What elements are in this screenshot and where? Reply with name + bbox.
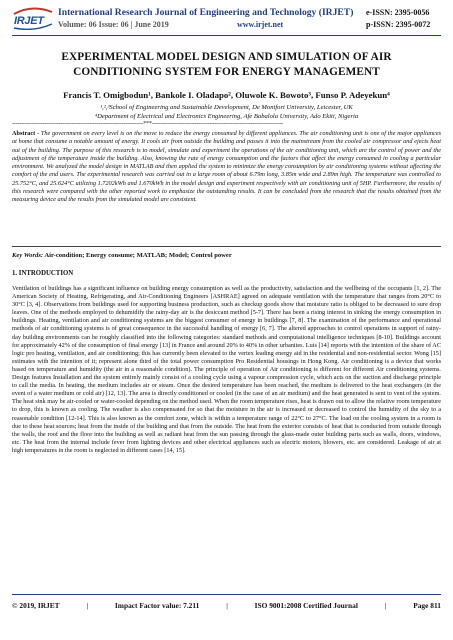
journal-header xyxy=(0,0,453,37)
keywords-label: Key Words: xyxy=(12,252,44,259)
paper-title: EXPERIMENTAL MODEL DESIGN AND SIMULATION OF AIR CONDITIONING SYSTEM FOR ENERGY MANAGEMENT xyxy=(61,51,392,78)
page-footer xyxy=(12,601,441,610)
abstract-text: The government on every level is on the move to reduce the energy consumed by different appliances. The air conditioning unit is one of the major appliances at home that consume a notable amount of energy. It cools air from outside the building and passes it into the mainstream from the cooled air compressor and ejects heat out of the building. The purpose of this research is to model, simulate and experiment the operations of the air conditioning unit, which are the control of power and the adjustment of the temperature inside the building. Also, knowing the rate of energy consumption and the factors that affect the energy consumed in cooling a particular environment. We analyzed the model design in MATLAB and then applied the system to minimize the energy consumption by air conditioning systems without affecting the comfort of the end users. The experimental research was carried out in a large room of about 6.79m long, 3.85m wide and 2.89m high. The temperature was controlled to 25.752°C, and 25.624°C utilizing 1.7202kWh and 1.670kWh in the model design and experiment respectively with air conditioning unit of 5HP. Furthermore, the results of this research were compared with the other reported work to emphasize the outstanding results. It can be concluded from the research that the results obtained from the measuring device and the results from the simulated model are consistent. xyxy=(12,130,441,204)
footer-divider: | xyxy=(226,601,228,610)
section-heading-introduction: 1. INTRODUCTION xyxy=(12,270,74,277)
footer-divider: | xyxy=(86,601,89,610)
p-issn: p-ISSN: 2395-0072 xyxy=(366,20,431,29)
affiliation-2: ⁴Department of Electrical and Electronics Engineering, Afe Babalola University, Ado Ekiti, Nigeria xyxy=(94,113,359,120)
author-list: Francis T. Omigbodun¹, Bankole I. Oladapo², Oluwole K. Bowoto³, Funso P. Adeyekun⁴ xyxy=(63,90,390,100)
logo-text: IRJET xyxy=(14,15,44,27)
header-rule xyxy=(12,35,441,36)
abstract-rule xyxy=(12,246,441,247)
e-issn: e-ISSN: 2395-0056 xyxy=(366,8,430,17)
volume-issue: Volume: 06 Issue: 06 | June 2019 xyxy=(58,20,169,29)
journal-website-link[interactable]: www.irjet.net xyxy=(237,20,284,29)
footer-impact-factor: Impact Factor value: 7.211 xyxy=(114,601,200,610)
irjet-logo xyxy=(12,6,54,30)
introduction-text: Ventilation of buildings has a significant influence on building energy consumption as well as the productivity, satisfaction and the wellbeing of the occupants [1, 2]. The American Society of Heating, Refrigerating, and Air-Conditioning Engineers [ASHRAE] agreed on adequate ventilation with the temperature that ranges from 20°C to 30°C [3, 4]. Observations from buildings used for supporting business production, such as checkup goods show that moisture ratio is obliged to be decreased to sure drop leaves. One of the methods employed to dehumidify the rainy-day air is the desiccant method [5-7]. There has been a rising interest in sinking the energy consumption in buildings. Heating, ventilation and air conditioning systems are the biggest consumer of energy in buildings [7, 8]. The examination of the performance and operational methods of air conditioning systems is of great consequence in the successful handling of energy [6, 7]. The altered approaches to control operations in support of rainy-day building environments can be roughly classified into the following categories: standard methods and computational intelligence techniques [8-10]. Buildings account for approximately 42% of the consumption of final energy [13] in France and around 20% to 40% in other urbanites. Luis [14] reports with the intention of the share of AC logic pro heating, ventilation, and air conditioning; this has currently been elevated to the vertex leading energy aid in the residential and non-residential sector. Wong [15] estimates with the intention of it; represent alone third of the total power consumption Pro Residential housings in Hong Kong. Air conditioning is a device that works based on temperature and humidity (the air in a reasonable condition). The principle of operation of Air conditioning is different for different Air conditioning systems. Design features Installation and the system entirely mainly consist of a cooling cycle using a vapour compression cycle, which acts on the suction and discharge principle to call the media. In heating, the medium includes air or steam. Once the desired temperature has been reached, the medium is delivered to the heat exchangers (in the event of a water medium or cold air) [12, 13]. The area is directly conditioned or cooled (in the case of an air medium) and the heat generated is sent to vent of the system. The heat sink may be air-cooled or water-cooled depending on the method used. When the room temperature rises, heat is drawn out to allow the relative room temperature to drop, this is known as cooling. The weather is also compensated for so that the moisture in the air is increased or decreased to control the humidity of the sky to a reasonable condition [12-14]. This is also known as the comfort zone, which is within a temperature range of 22°C to 27°C. The load on the cooling system in a room is due to these heat sources; heat from the inside of the building and that from the outside. The heat from the exterior consists of heat that is conducted from outside through the walls, the roof and the floor into the building as well as radiant heat from the sun passing through the glass-made outer building parts such as walls, doors, windows, etc. The heat from the internal include fever from lighting devices and other electrical appliances such as electric motors, blowers, etc. are considered. Leakage of air at high temperatures in the room is neglected in different cases [14, 15]. xyxy=(12,285,441,454)
footer-copyright: © 2019, IRJET xyxy=(12,601,60,610)
footer-divider: | xyxy=(384,601,387,610)
keywords xyxy=(12,252,441,259)
footer-iso: ISO 9001:2008 Certified Journal xyxy=(254,601,358,610)
section-separator: -------------------------------------------------------------------------***------------------------------------------------------------------------- xyxy=(12,121,283,127)
journal-name: International Research Journal of Engineering and Technology (IRJET) xyxy=(58,7,354,18)
keywords-text: Air-condition; Energy consume; MATLAB; Model; Control power xyxy=(43,252,232,259)
footer-page-number: Page 811 xyxy=(413,601,441,610)
abstract xyxy=(12,130,441,205)
affiliation-1: ¹,²,³School of Engineering and Sustainable Development, De Montfort University, Leicester, UK xyxy=(100,104,353,111)
footer-rule xyxy=(12,594,441,595)
abstract-label: Abstract - xyxy=(12,130,40,137)
